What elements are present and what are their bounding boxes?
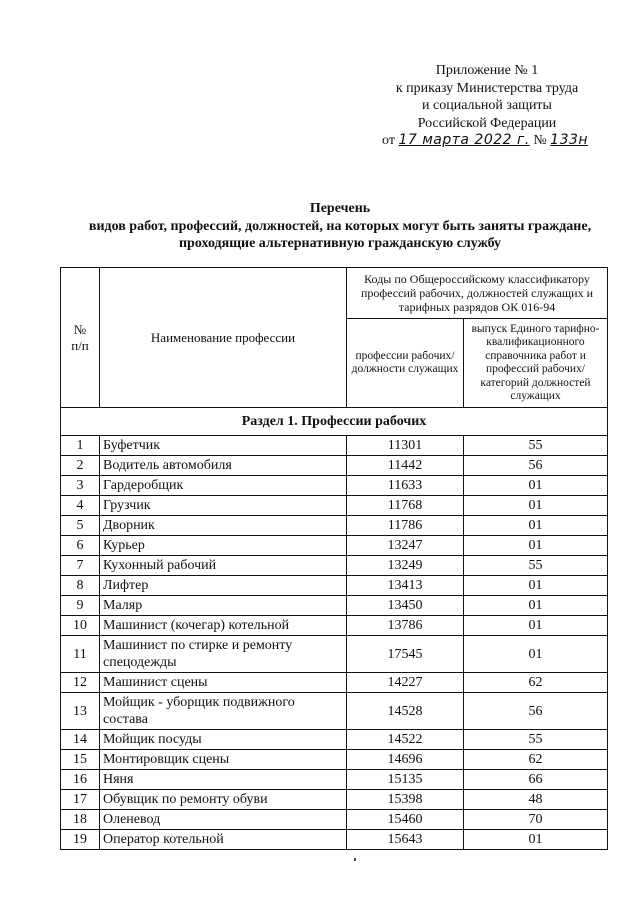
row-number: 18: [61, 810, 100, 830]
appendix-country: Российской Федерации: [417, 115, 557, 131]
order-number-label: №: [533, 133, 547, 148]
etks-issue: 01: [464, 476, 608, 496]
row-number: 3: [61, 476, 100, 496]
appendix-header: [372, 62, 602, 150]
table-row: [61, 456, 608, 476]
header-etks-issue: выпуск Единого тарифно-квалификационного справочника работ и профессий рабочих/категорий должностей служащих: [464, 319, 608, 408]
order-date: 17 марта 2022 г.: [398, 132, 530, 148]
table-row: [61, 830, 608, 850]
etks-issue: 55: [464, 556, 608, 576]
row-number: 8: [61, 576, 100, 596]
table-row: [61, 693, 608, 730]
order-number: 133н: [550, 132, 589, 148]
row-number: 1: [61, 436, 100, 456]
etks-issue: 55: [464, 436, 608, 456]
title-line-1: Перечень: [309, 201, 371, 216]
title-line-3: проходящие альтернативную гражданскую службу: [178, 236, 502, 251]
row-number: 6: [61, 536, 100, 556]
row-number: 5: [61, 516, 100, 536]
profession-name: Маляр: [100, 596, 347, 616]
document-title: [40, 200, 640, 253]
row-number: 9: [61, 596, 100, 616]
table-row: [61, 730, 608, 750]
title-line-2: видов работ, профессий, должностей, на которых могут быть заняты граждане,: [88, 218, 592, 234]
profession-code: 15398: [347, 790, 464, 810]
profession-name: Машинист (кочегар) котельной: [100, 616, 347, 636]
table-row: [61, 636, 608, 673]
profession-code: 15460: [347, 810, 464, 830]
profession-name: Лифтер: [100, 576, 347, 596]
table-row: [61, 536, 608, 556]
appendix-number: Приложение № 1: [435, 63, 539, 78]
profession-code: 17545: [347, 636, 464, 673]
table-row: [61, 673, 608, 693]
table-row: [61, 496, 608, 516]
order-prefix: от: [382, 133, 395, 148]
profession-name: Буфетчик: [100, 436, 347, 456]
table-row: [61, 516, 608, 536]
header-number: № п/п: [61, 268, 100, 408]
profession-code: 15643: [347, 830, 464, 850]
table-row: [61, 576, 608, 596]
etks-issue: 70: [464, 810, 608, 830]
row-number: 12: [61, 673, 100, 693]
row-number: 7: [61, 556, 100, 576]
page-mark: [354, 858, 356, 861]
profession-name: Гардеробщик: [100, 476, 347, 496]
profession-name: Монтировщик сцены: [100, 750, 347, 770]
etks-issue: 01: [464, 596, 608, 616]
professions-table: [60, 267, 608, 850]
table-row: [61, 810, 608, 830]
etks-issue: 56: [464, 456, 608, 476]
etks-issue: 01: [464, 636, 608, 673]
profession-code: 13450: [347, 596, 464, 616]
order-line: [372, 132, 602, 150]
etks-issue: 01: [464, 496, 608, 516]
table-row: [61, 556, 608, 576]
row-number: 15: [61, 750, 100, 770]
profession-code: 11301: [347, 436, 464, 456]
header-profession-code: профессии рабочих/ должности служащих: [347, 319, 464, 408]
row-number: 13: [61, 693, 100, 730]
profession-code: 13413: [347, 576, 464, 596]
table-row: [61, 750, 608, 770]
table-row: [61, 436, 608, 456]
profession-code: 13247: [347, 536, 464, 556]
section-title: Раздел 1. Профессии рабочих: [61, 408, 608, 436]
profession-name: Курьер: [100, 536, 347, 556]
profession-name: Мойщик посуды: [100, 730, 347, 750]
profession-name: Оленевод: [100, 810, 347, 830]
etks-issue: 01: [464, 830, 608, 850]
appendix-order-ref: к приказу Министерства труда: [395, 80, 579, 96]
profession-code: 14696: [347, 750, 464, 770]
appendix-ministry: и социальной защиты: [422, 98, 552, 113]
table-row: [61, 596, 608, 616]
profession-code: 11442: [347, 456, 464, 476]
profession-name: Машинист по стирке и ремонту спецодежды: [100, 636, 347, 673]
header-profession-name: Наименование профессии: [100, 268, 347, 408]
row-number: 2: [61, 456, 100, 476]
row-number: 4: [61, 496, 100, 516]
table-row: [61, 770, 608, 790]
etks-issue: 62: [464, 750, 608, 770]
profession-name: Оператор котельной: [100, 830, 347, 850]
profession-name: Машинист сцены: [100, 673, 347, 693]
etks-issue: 56: [464, 693, 608, 730]
profession-name: Обувщик по ремонту обуви: [100, 790, 347, 810]
profession-name: Кухонный рабочий: [100, 556, 347, 576]
profession-name: Мойщик - уборщик подвижного состава: [100, 693, 347, 730]
profession-code: 13249: [347, 556, 464, 576]
etks-issue: 01: [464, 616, 608, 636]
table-row: [61, 616, 608, 636]
row-number: 16: [61, 770, 100, 790]
header-codes: Коды по Общероссийскому классификатору профессий рабочих, должностей служащих и тарифных разрядов ОК 016-94: [347, 268, 608, 319]
profession-code: 11633: [347, 476, 464, 496]
row-number: 11: [61, 636, 100, 673]
profession-code: 14528: [347, 693, 464, 730]
table-row: [61, 476, 608, 496]
etks-issue: 62: [464, 673, 608, 693]
etks-issue: 01: [464, 576, 608, 596]
profession-code: 14227: [347, 673, 464, 693]
row-number: 19: [61, 830, 100, 850]
profession-name: Няня: [100, 770, 347, 790]
profession-code: 11768: [347, 496, 464, 516]
etks-issue: 01: [464, 536, 608, 556]
etks-issue: 01: [464, 516, 608, 536]
profession-code: 15135: [347, 770, 464, 790]
profession-code: 14522: [347, 730, 464, 750]
etks-issue: 66: [464, 770, 608, 790]
profession-name: Дворник: [100, 516, 347, 536]
row-number: 17: [61, 790, 100, 810]
etks-issue: 48: [464, 790, 608, 810]
table-row: [61, 790, 608, 810]
etks-issue: 55: [464, 730, 608, 750]
profession-code: 13786: [347, 616, 464, 636]
row-number: 10: [61, 616, 100, 636]
profession-name: Водитель автомобиля: [100, 456, 347, 476]
profession-code: 11786: [347, 516, 464, 536]
row-number: 14: [61, 730, 100, 750]
profession-name: Грузчик: [100, 496, 347, 516]
